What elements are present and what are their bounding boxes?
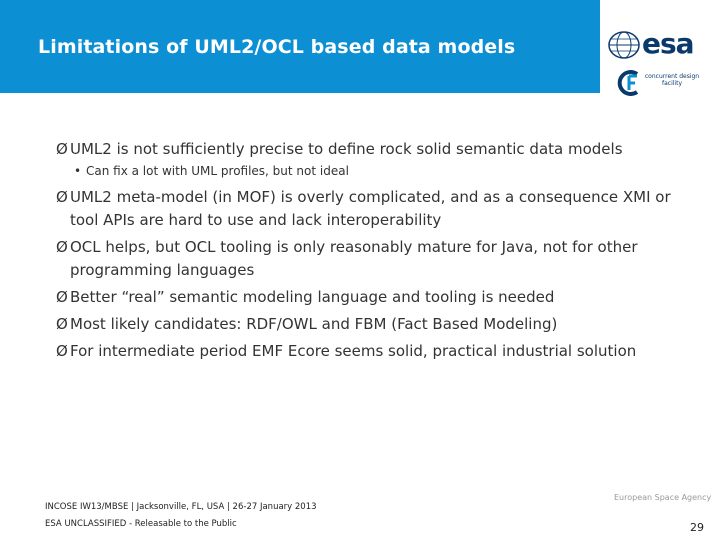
bullet-item: [56, 340, 676, 363]
dot-bullet-icon: •: [74, 164, 82, 178]
bullet-item: [56, 138, 676, 161]
bullet-list: [56, 138, 676, 367]
page-number: 29: [690, 521, 704, 534]
esa-logo: esa: [642, 27, 694, 60]
footer-classification: ESA UNCLASSIFIED - Releasable to the Public: [45, 519, 237, 529]
bullet-text: OCL helps, but OCL tooling is only reasonably mature for Java, not for other programming languages: [70, 238, 638, 279]
bullet-item: [56, 313, 676, 336]
arrow-bullet-icon: Ø: [56, 188, 68, 206]
cdf-logo-icon: [615, 70, 641, 96]
bullet-text: UML2 meta-model (in MOF) is overly complicated, and as a consequence XMI or tool APIs are hard to use and lack interoperability: [70, 188, 671, 229]
bullet-item: [56, 186, 676, 232]
arrow-bullet-icon: Ø: [56, 238, 68, 256]
agency-name: European Space Agency: [614, 493, 712, 502]
bullet-text: For intermediate period EMF Ecore seems solid, practical industrial solution: [70, 342, 637, 360]
arrow-bullet-icon: Ø: [56, 342, 68, 360]
slide-title: Limitations of UML2/OCL based data models: [38, 36, 516, 58]
cdf-logo-text: concurrent design facility: [644, 73, 700, 87]
footer-event: INCOSE IW13/MBSE | Jacksonville, FL, USA | 26-27 January 2013: [45, 502, 317, 512]
bullet-text: UML2 is not sufficiently precise to define rock solid semantic data models: [70, 140, 623, 158]
bullet-item: [56, 236, 676, 282]
sub-bullet-text: Can fix a lot with UML profiles, but not ideal: [86, 164, 349, 178]
bullet-text: Better “real” semantic modeling language and tooling is needed: [70, 288, 555, 306]
arrow-bullet-icon: Ø: [56, 140, 68, 158]
esa-globe-icon: [607, 30, 641, 60]
bullet-text: Most likely candidates: RDF/OWL and FBM (Fact Based Modeling): [70, 315, 558, 333]
sub-bullet-item: [56, 162, 676, 180]
arrow-bullet-icon: Ø: [56, 288, 68, 306]
bullet-item: [56, 286, 676, 309]
arrow-bullet-icon: Ø: [56, 315, 68, 333]
